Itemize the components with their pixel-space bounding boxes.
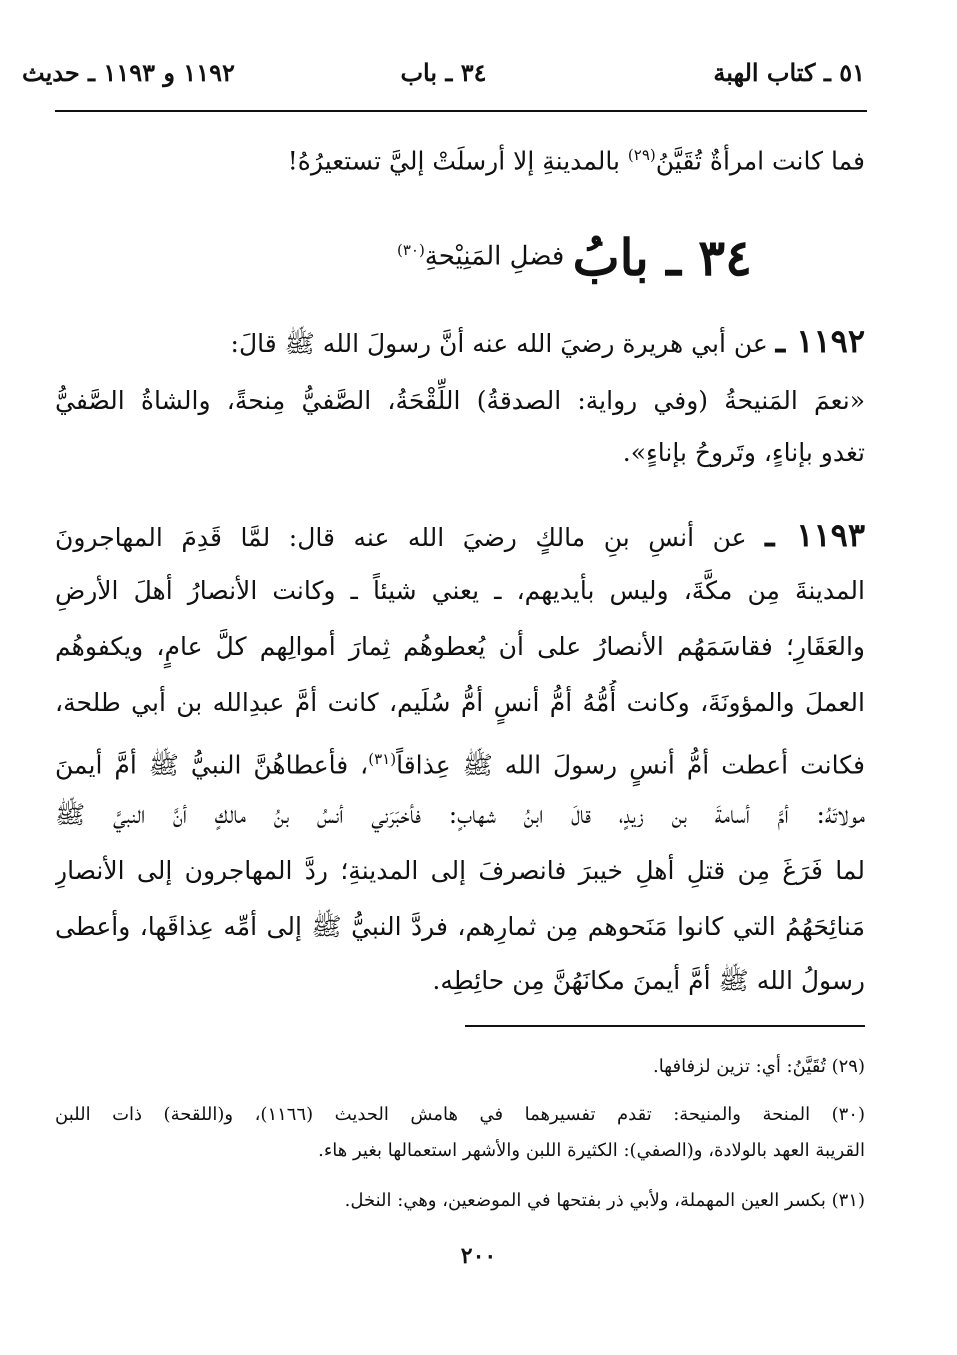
hadith-1193-line-9: رسولُ الله ﷺ أمَّ أيمنَ مكانَهُنَّ مِن حائِطِه. — [432, 966, 865, 995]
hadith-1193-line-7: لما فَرَغَ مِن قتلِ أهلِ خيبرَ فانصرفَ إلى المدينةِ؛ ردَّ المهاجرون إلى الأنصارِ — [55, 856, 865, 885]
section-title: فضلِ المَنِيْحةِ — [424, 241, 573, 272]
running-header — [22, 58, 865, 98]
hadith-number-1192: ١١٩٢ ـ — [775, 322, 865, 360]
hadith-1193-line-6: مولاتَهُ: أمَّ أسامةَ بن زيدٍ، قالَ ابنُ شهابٍ: فأخبَرَني أنسُ بنُ مالكٍ أنَّ النبيَّ ﷺ — [55, 800, 865, 829]
footnote-ref-30: (٣٠) — [396, 240, 425, 259]
hadith-1192-line-3: تغدو بإناءٍ، وتَروحُ بإناءٍ». — [622, 438, 865, 467]
section-heading — [397, 228, 752, 287]
hadith-1192-line-1: ١١٩٢ ـ عن أبي هريرة رضيَ الله عنه أنَّ رسولَ الله ﷺ قالَ: — [230, 322, 865, 360]
footnote-rule — [465, 1025, 865, 1027]
header-hadith-range: ١١٩٢ و ١١٩٣ ـ حديث — [22, 58, 235, 87]
header-chapter: ٥١ ـ كتاب الهبة — [713, 58, 865, 87]
header-section: ٣٤ ـ باب — [400, 58, 487, 87]
continuation-line: فما كانت امرأةٌ تُقَيَّنُ$^{(٢٩)}$ بالمدينةِ إلا أرسلَتْ إليَّ تستعيرُهُ! — [287, 146, 865, 176]
hadith-number-1193: ١١٩٣ ـ — [765, 516, 865, 554]
footnote-30: (٣٠) المنحة والمنيحة: تقدم تفسيرهما في هامش الحديث (١١٦٦)، و(اللقحة) ذات اللبن — [55, 1104, 865, 1125]
hadith-1193-line-4: العملَ والمؤونَةَ، وكانت أُمُّهُ أمُّ أنسٍ أمُّ سُلَيم، كانت أمَّ عبدِالله بن أبي طلحة، — [55, 688, 865, 717]
section-number: ٣٤ ـ بابُ — [572, 228, 752, 287]
footnote-ref-31: (٣١) — [368, 750, 397, 768]
hadith-1193-line-2: المدينةَ مِن مكَّةَ، وليس بأيديهم، ـ يعني شيئاً ـ وكانت الأنصارُ أهلَ الأرضِ — [55, 576, 865, 605]
footnote-ref-29: (٢٩) — [627, 146, 656, 164]
footnote-29: (٢٩) تُقَيَّنُ: أي: تزين لزفافها. — [652, 1056, 865, 1077]
footnote-31: (٣١) بكسر العين المهملة، ولأبي ذر بفتحها في الموضعين، وهي: النخل. — [344, 1190, 865, 1211]
header-rule — [55, 110, 867, 112]
hadith-1192-line-2: «نعمَ المَنيحةُ (وفي رواية: الصدقةُ) اللِّقْحَةُ، الصَّفيُّ مِنحةً، والشاةُ الصَّفيُّ — [55, 386, 865, 415]
hadith-1193-line-3: والعَقَارِ؛ فقاسَمَهُم الأنصارُ على أن يُعطوهُم ثِمارَ أموالِهم كلَّ عامٍ، ويكفوهُم — [55, 632, 865, 661]
hadith-1193-line-8: مَنائِحَهُمُ التي كانوا مَنَحوهم مِن ثمارِهم، فردَّ النبيُّ ﷺ إلى أمِّه عِذاقَها، وأعطى — [55, 912, 865, 941]
hadith-1193-line-1: ١١٩٣ ـ عن أنسِ بنِ مالكٍ رضيَ الله عنه قال: لمَّا قَدِمَ المهاجرونَ — [55, 516, 865, 554]
hadith-1193-line-5: فكانت أعطت أمُّ أنسٍ رسولَ الله ﷺ عِذاقاً$^{(٣١)}$، فأعطاهُنَّ النبيُّ ﷺ أمَّ أيمنَ — [55, 750, 865, 780]
footnote-30-continued: القريبة العهد بالولادة، و(الصفي): الكثيرة اللبن والأشهر استعمالها بغير هاء. — [318, 1140, 865, 1161]
page-number: ٢٠٠ — [460, 1243, 497, 1269]
